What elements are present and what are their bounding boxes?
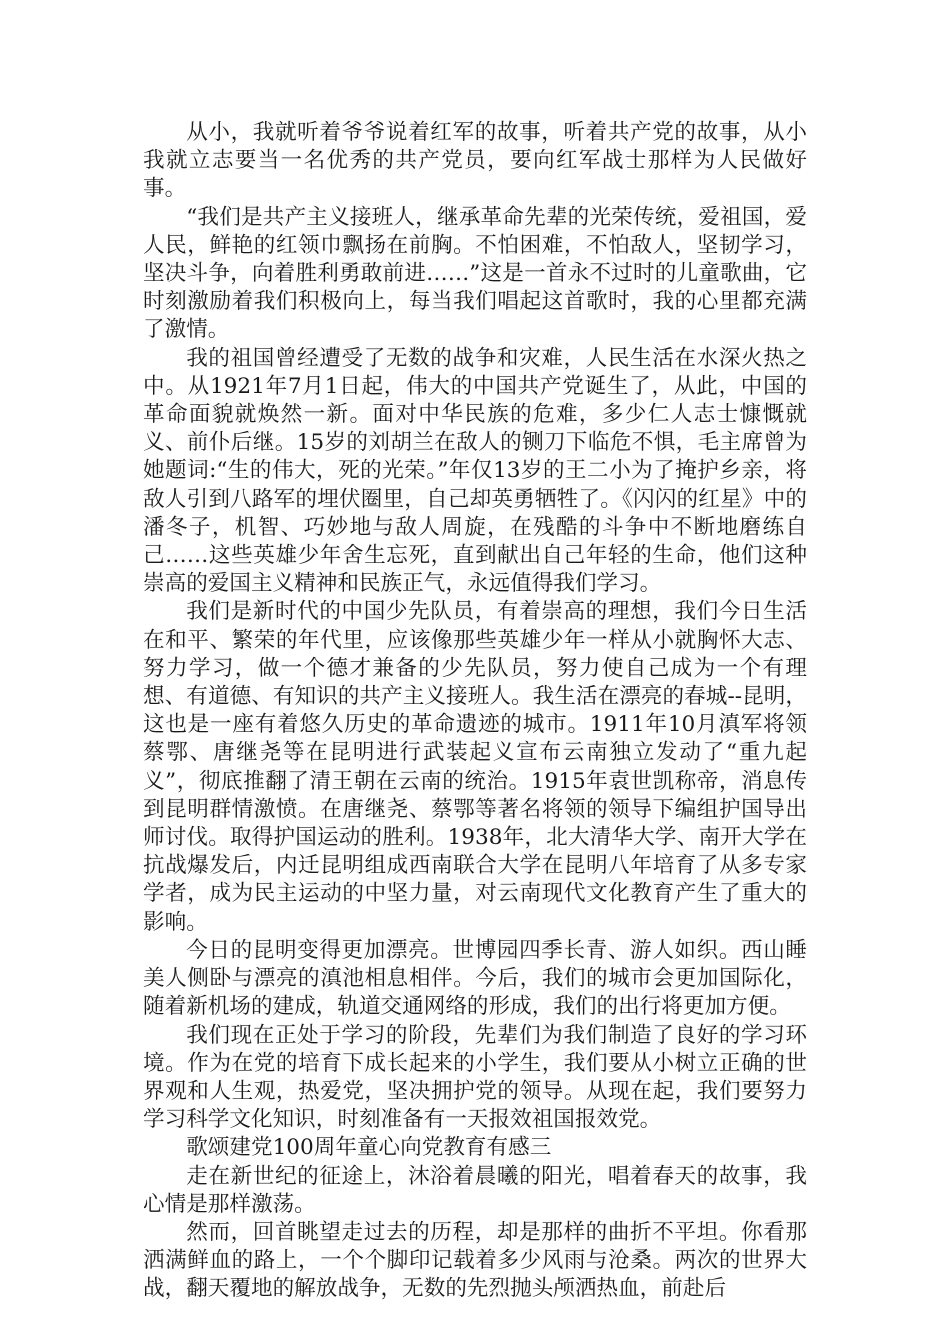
- paragraph-2: “我们是共产主义接班人，继承革命先辈的光荣传统，爱祖国，爱人民，鲜艳的红领巾飘扬在前胸。不怕困难，不怕敌人，坚韧学习，坚决斗争，向着胜利勇敢前进……”这是一首永不过时的儿童歌曲，它时刻激励着我们积极向上，每当我们唱起这首歌时，我的心里都充满了激情。: [143, 204, 807, 343]
- paragraph-7: 走在新世纪的征途上，沐浴着晨曦的阳光，唱着春天的故事，我心情是那样激荡。: [143, 1163, 807, 1217]
- section-heading: 歌颂建党100周年童心向党教育有感三: [186, 1135, 552, 1161]
- paragraph-5: 今日的昆明变得更加漂亮。世博园四季长青、游人如织。西山睡美人侧卧与漂亮的滇池相息相伴。今后，我们的城市会更加国际化，随着新机场的建成，轨道交通网络的形成，我们的出行将更加方便。: [143, 937, 807, 1020]
- paragraph-1: 从小，我就听着爷爷说着红军的故事，听着共产党的故事，从小我就立志要当一名优秀的共产党员，要向红军战士那样为人民做好事。: [143, 120, 807, 202]
- paragraph-4: 我们是新时代的中国少先队员，有着崇高的理想，我们今日生活在和平、繁荣的年代里，应该像那些英雄少年一样从小就胸怀大志、努力学习，做一个德才兼备的少先队员，努力使自己成为一个有理想、有道德、有知识的共产主义接班人。我生活在漂亮的春城--昆明，这也是一座有着悠久历史的革命遗迹的城市。1911年10月滇军将领蔡鄂、唐继尧等在昆明进行武装起义宣布云南独立发动了“重九起义”，彻底推翻了清王朝在云南的统治。1915年袁世凯称帝，消息传到昆明群情激愤。在唐继尧、蔡鄂等著名将领的领导下编组护国导出师讨伐。取得护国运动的胜利。1938年，北大清华大学、南开大学在抗战爆发后，内迁昆明组成西南联合大学在昆明八年培育了从多专家学者，成为民主运动的中坚力量，对云南现代文化教育产生了重大的影响。: [143, 599, 807, 935]
- paragraph-6: 我们现在正处于学习的阶段，先辈们为我们制造了良好的学习环境。作为在党的培育下成长起来的小学生，我们要从小树立正确的世界观和人生观，热爱党，坚决拥护党的领导。从现在起，我们要努力学习科学文化知识，时刻准备有一天报效祖国报效党。: [143, 1022, 807, 1133]
- paragraph-3: 我的祖国曾经遭受了无数的战争和灾难，人民生活在水深火热之中。从1921年7月1日起，伟大的中国共产党诞生了，从此，中国的革命面貌就焕然一新。面对中华民族的危难，多少仁人志士慷慨就义、前仆后继。15岁的刘胡兰在敌人的铡刀下临危不惧，毛主席曾为她题词:“生的伟大，死的光荣。”年仅13岁的王二小为了掩护乡亲，将敌人引到八路军的埋伏圈里，自己却英勇牺牲了。《闪闪的红星》中的潘冬子，机智、巧妙地与敌人周旋，在残酷的斗争中不断地磨练自己……这些英雄少年舍生忘死，直到献出自己年轻的生命，他们这种崇高的爱国主义精神和民族正气，永远值得我们学习。: [143, 345, 807, 597]
- paragraph-8: 然而，回首眺望走过去的历程，却是那样的曲折不平坦。你看那洒满鲜血的路上，一个个脚印记载着多少风雨与沧桑。两次的世界大战，翻天覆地的解放战争，无数的先烈抛头颅洒热血，前赴后: [143, 1219, 807, 1302]
- document-page: [143, 119, 807, 1304]
